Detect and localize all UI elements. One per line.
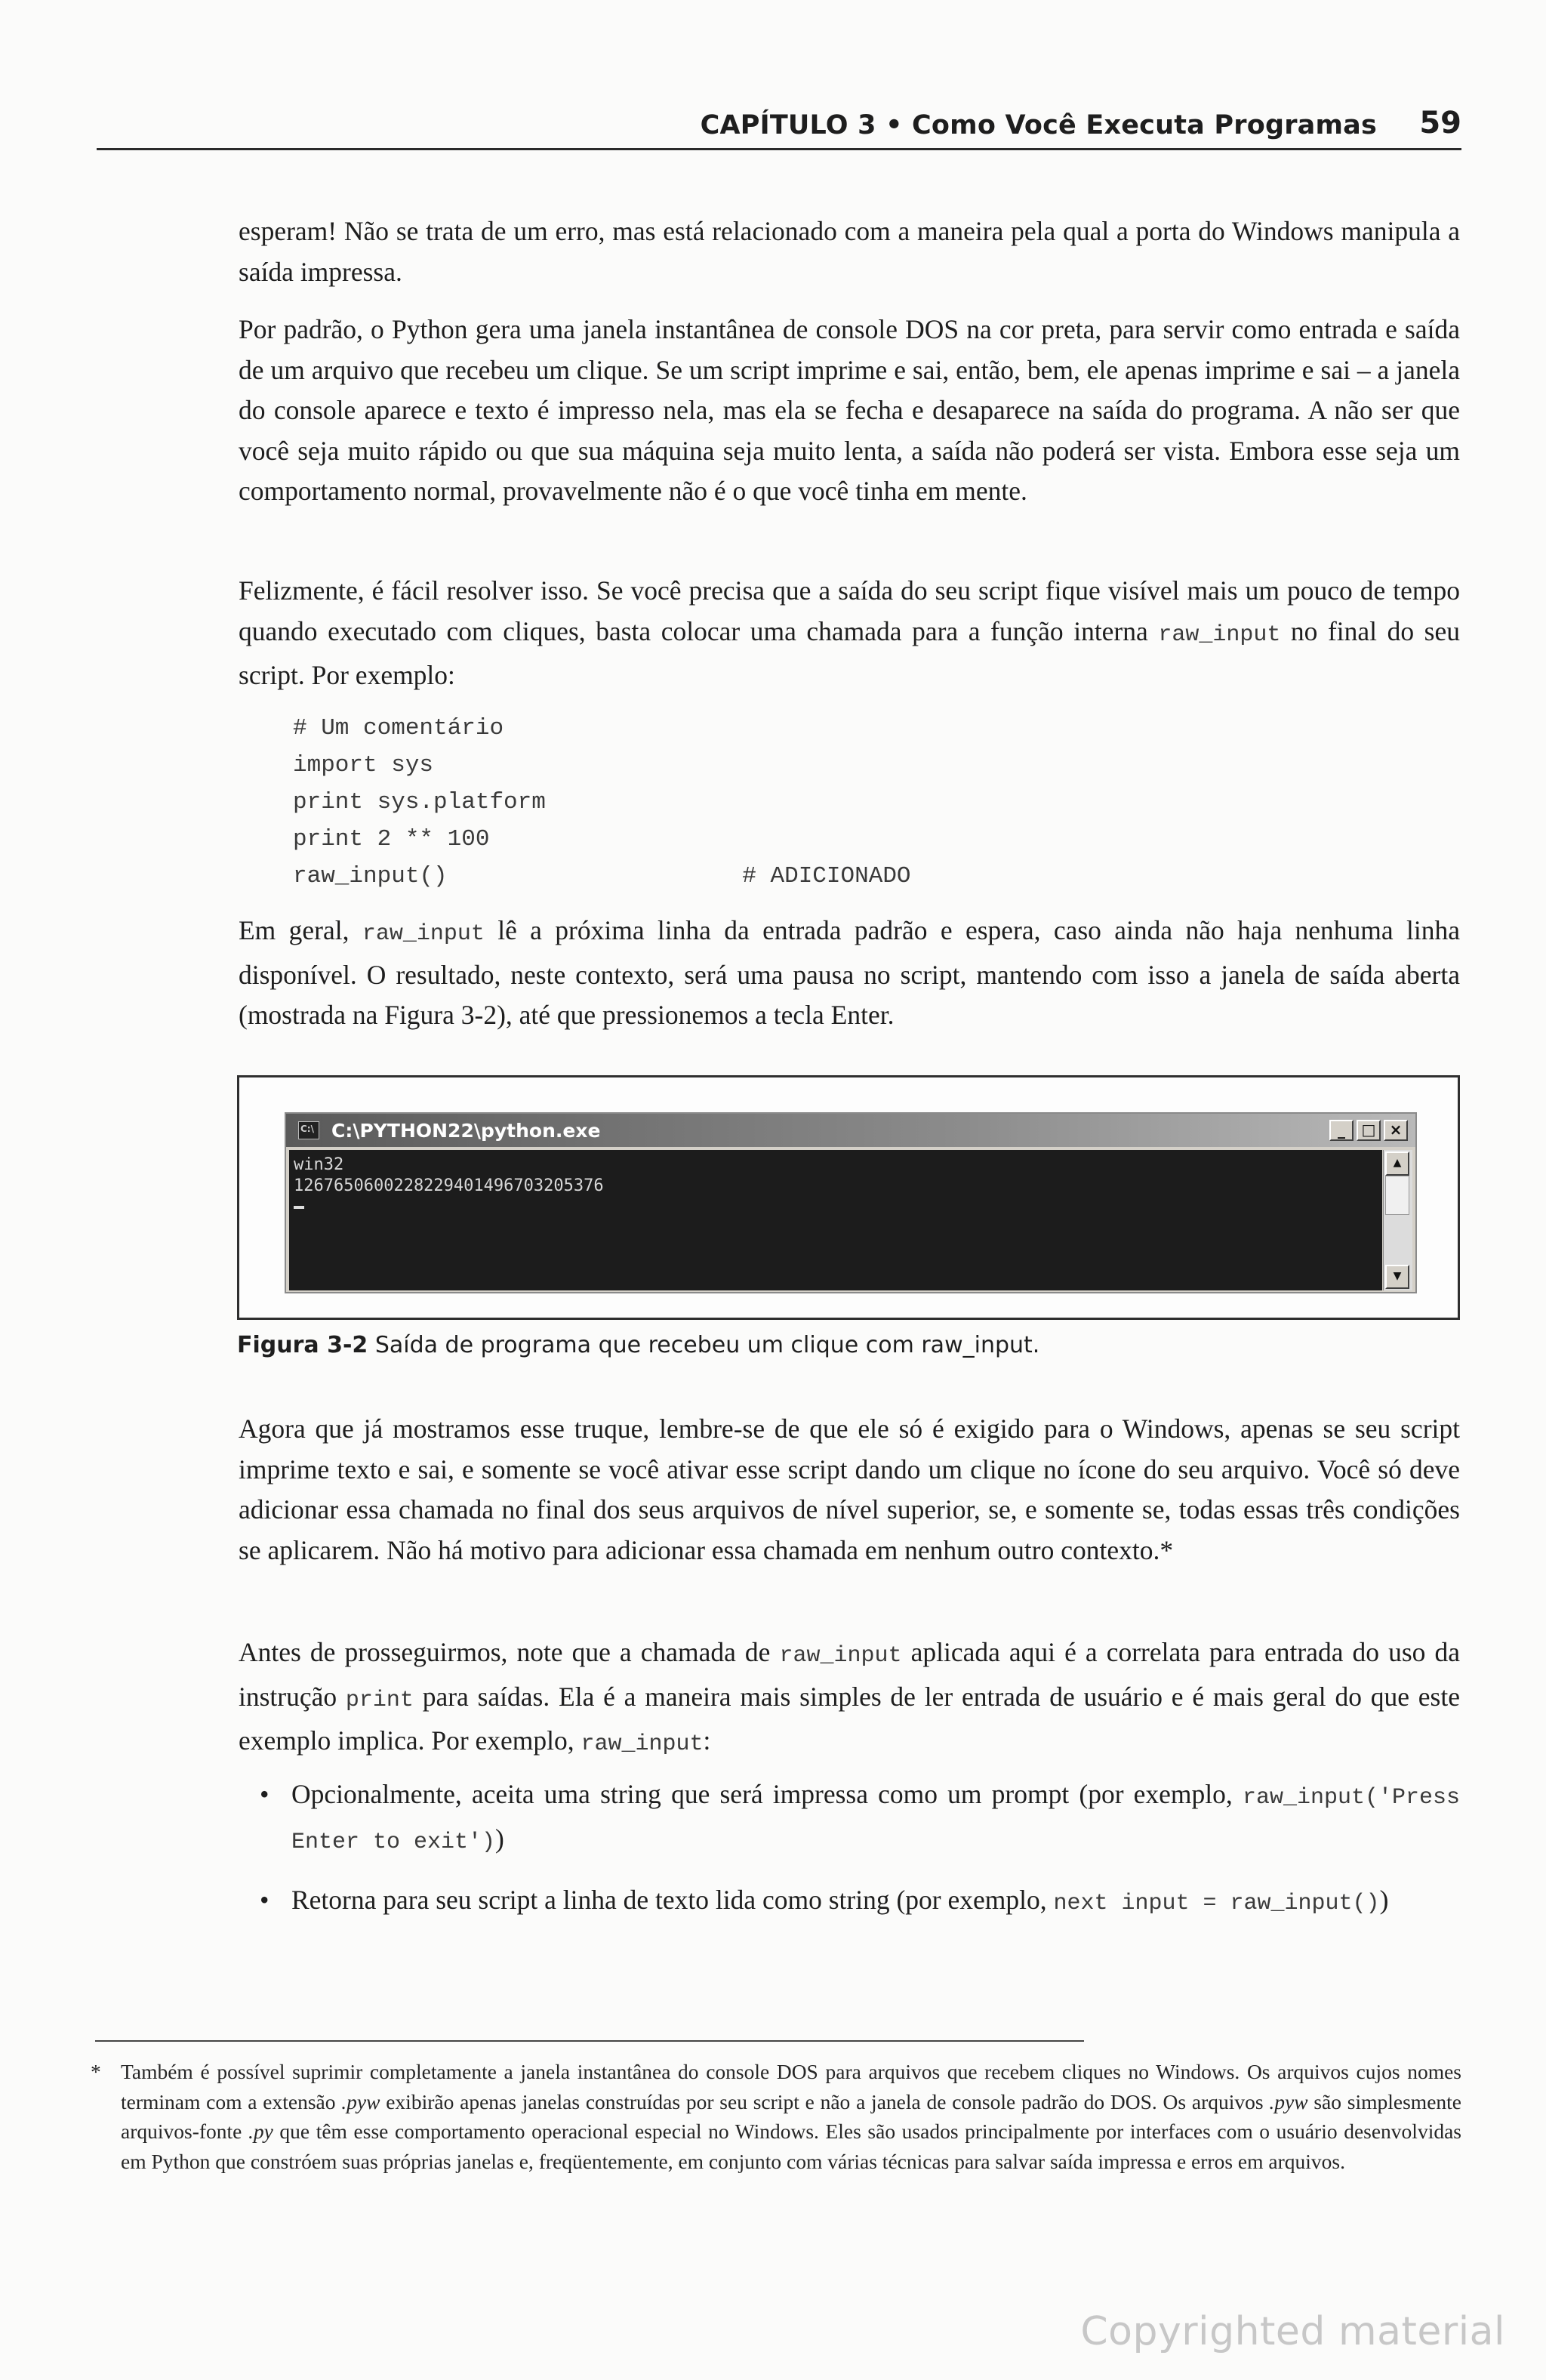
paragraph-4-text-end: lê a próxima linha da entrada padrão e espera, caso ainda não haja nenhuma linha disponível. O resultado, neste contexto, será uma pausa no script, mantendo com isso a janela de saída aberta (mostrada na Figura 3-2), até que pressionemos a tecla Enter.: [239, 915, 1461, 1030]
inline-code: next input = raw_input(): [1053, 1891, 1380, 1916]
bullet-list: [239, 1774, 1460, 1942]
console-line: 1267650600228229401496703205376: [294, 1176, 604, 1195]
list-item: [239, 1774, 1460, 1863]
footnote-mark: *: [91, 2060, 101, 2083]
paragraph-6-text: aplicada aqui é a correlata para entrada do uso da instrução: [239, 1637, 1460, 1712]
scrollbar[interactable]: [1383, 1150, 1412, 1290]
bullet-icon: •: [260, 1779, 269, 1809]
footnote-text: exibirão apenas janelas construídas por seu script e não a janela de console padrão do DOS. Os arquivos: [380, 2089, 1270, 2113]
paragraph-3: [239, 571, 1460, 696]
file-extension: .py: [248, 2119, 273, 2143]
cursor-icon: [294, 1206, 304, 1209]
page-number: 59: [1419, 106, 1461, 140]
scroll-down-icon[interactable]: ▼: [1385, 1265, 1409, 1289]
window-titlebar: [286, 1114, 1415, 1147]
footnote-text: que têm esse comportamento operacional especial no Windows. Eles são usados principalmente por interfaces com o usuário desenvolvidas em Python que constróem suas próprias janelas e, freqüentemente, em conjunto com várias técnicas para salvar saída impressa e erros em arquivos.: [121, 2119, 1461, 2173]
file-extension: .pyw: [341, 2089, 380, 2113]
paragraph-6: [239, 1632, 1460, 1765]
paragraph-6-text: Antes de prosseguirmos, note que a chamada de: [239, 1637, 780, 1667]
list-item-text-end: ): [1379, 1885, 1389, 1915]
code-line: # Um comentário: [293, 715, 504, 741]
list-item: [239, 1880, 1460, 1925]
paragraph-1: [239, 211, 1460, 292]
minimize-icon[interactable]: _: [1329, 1120, 1354, 1141]
paragraph-3-text-end: no final do seu script. Por exemplo:: [239, 615, 1460, 690]
paragraph-5-text: Agora que já mostramos esse truque, lembre-se de que ele só é exigido para o Windows, apenas se seu script imprime texto e sai, e somente se você ativar esse script dando um clique no ícone do seu arquivo. Você só deve adicionar essa chamada no final dos seus arquivos de nível superior, se, e somente se, todas essas três condições se aplicarem. Não há motivo para adicionar essa chamada em nenhum outro contexto.*: [239, 1414, 1460, 1565]
paragraph-3-text: Felizmente, é fácil resolver isso. Se você precisa que a saída do seu script fique visível mais um pouco de tempo quando executado com cliques, basta colocar uma chamada para a função interna: [239, 575, 1460, 646]
console-output: [289, 1150, 1382, 1290]
footnote-text: são simplesmente arquivos-fonte: [121, 2089, 1461, 2143]
list-item-text: Opcionalmente, aceita uma string que será impressa como um prompt (por exemplo,: [291, 1779, 1243, 1809]
paragraph-5: [239, 1409, 1460, 1571]
code-line: print 2 ** 100: [293, 826, 490, 852]
list-item-text-end: ): [495, 1823, 504, 1854]
code-line: import sys: [293, 752, 434, 778]
console-window: [285, 1112, 1417, 1293]
paragraph-2: [239, 310, 1460, 512]
code-block: [293, 710, 1048, 895]
console-app-icon: [298, 1121, 319, 1139]
figure-caption: [237, 1332, 1039, 1358]
window-title: C:\PYTHON22\python.exe: [331, 1120, 601, 1142]
scroll-thumb[interactable]: [1385, 1176, 1409, 1215]
code-line: print sys.platform: [293, 789, 546, 815]
inline-code: raw_input('Press Enter to exit'): [291, 1785, 1460, 1855]
close-icon[interactable]: ×: [1384, 1120, 1408, 1141]
footnote: [91, 2057, 1461, 2176]
console-line: win32: [294, 1155, 344, 1174]
paragraph-6-text: :: [703, 1725, 711, 1756]
figure-3-2: [237, 1075, 1460, 1320]
code-line: raw_input() # ADICIONADO: [293, 863, 911, 889]
footnote-divider: [95, 2040, 1084, 2042]
inline-code: raw_input: [581, 1731, 704, 1757]
inline-code: raw_input: [779, 1643, 902, 1669]
inline-code: raw_input: [362, 921, 485, 947]
inline-code: print: [345, 1687, 414, 1713]
page-header: [97, 106, 1461, 150]
maximize-icon[interactable]: □: [1357, 1120, 1381, 1141]
footnote-text: Também é possível suprimir completamente a janela instantânea do console DOS para arquivos que recebem cliques no Windows. Os arquivos cujos nomes terminam com a extensão: [121, 2060, 1461, 2113]
scroll-up-icon[interactable]: ▲: [1385, 1151, 1409, 1176]
caption-label: Figura 3-2: [237, 1332, 368, 1358]
copyright-watermark: Copyrighted material: [1080, 2309, 1505, 2354]
caption-text: Saída de programa que recebeu um clique com raw_input.: [368, 1332, 1040, 1358]
bullet-icon: •: [260, 1885, 269, 1915]
paragraph-6-text: para saídas. Ela é a maneira mais simples de ler entrada de usuário e é mais geral do que este exemplo implica. Por exemplo,: [239, 1681, 1460, 1756]
paragraph-2-text: Por padrão, o Python gera uma janela instantânea de console DOS na cor preta, para servir como entrada e saída de um arquivo que recebeu um clique. Se um script imprime e sai, então, bem, ele apenas imprime e sai – a janela do console aparece e texto é impresso nela, mas ela se fecha e desaparece na saída do programa. A não ser que você seja muito rápido ou que sua máquina seja muito lenta, a saída não poderá ser vista. Embora esse seja um comportamento normal, provavelmente não é o que você tinha em mente.: [239, 314, 1460, 506]
running-title: CAPÍTULO 3 • Como Você Executa Programas: [700, 110, 1377, 140]
paragraph-4-text: Em geral,: [239, 915, 362, 945]
paragraph-1-text: esperam! Não se trata de um erro, mas está relacionado com a maneira pela qual a porta do Windows manipula a saída impressa.: [239, 216, 1460, 287]
file-extension: .pyw: [1269, 2089, 1308, 2113]
inline-code: raw_input: [1158, 621, 1281, 648]
list-item-text: Retorna para seu script a linha de texto lida como string (por exemplo,: [291, 1885, 1054, 1915]
paragraph-4: [239, 911, 1460, 1036]
